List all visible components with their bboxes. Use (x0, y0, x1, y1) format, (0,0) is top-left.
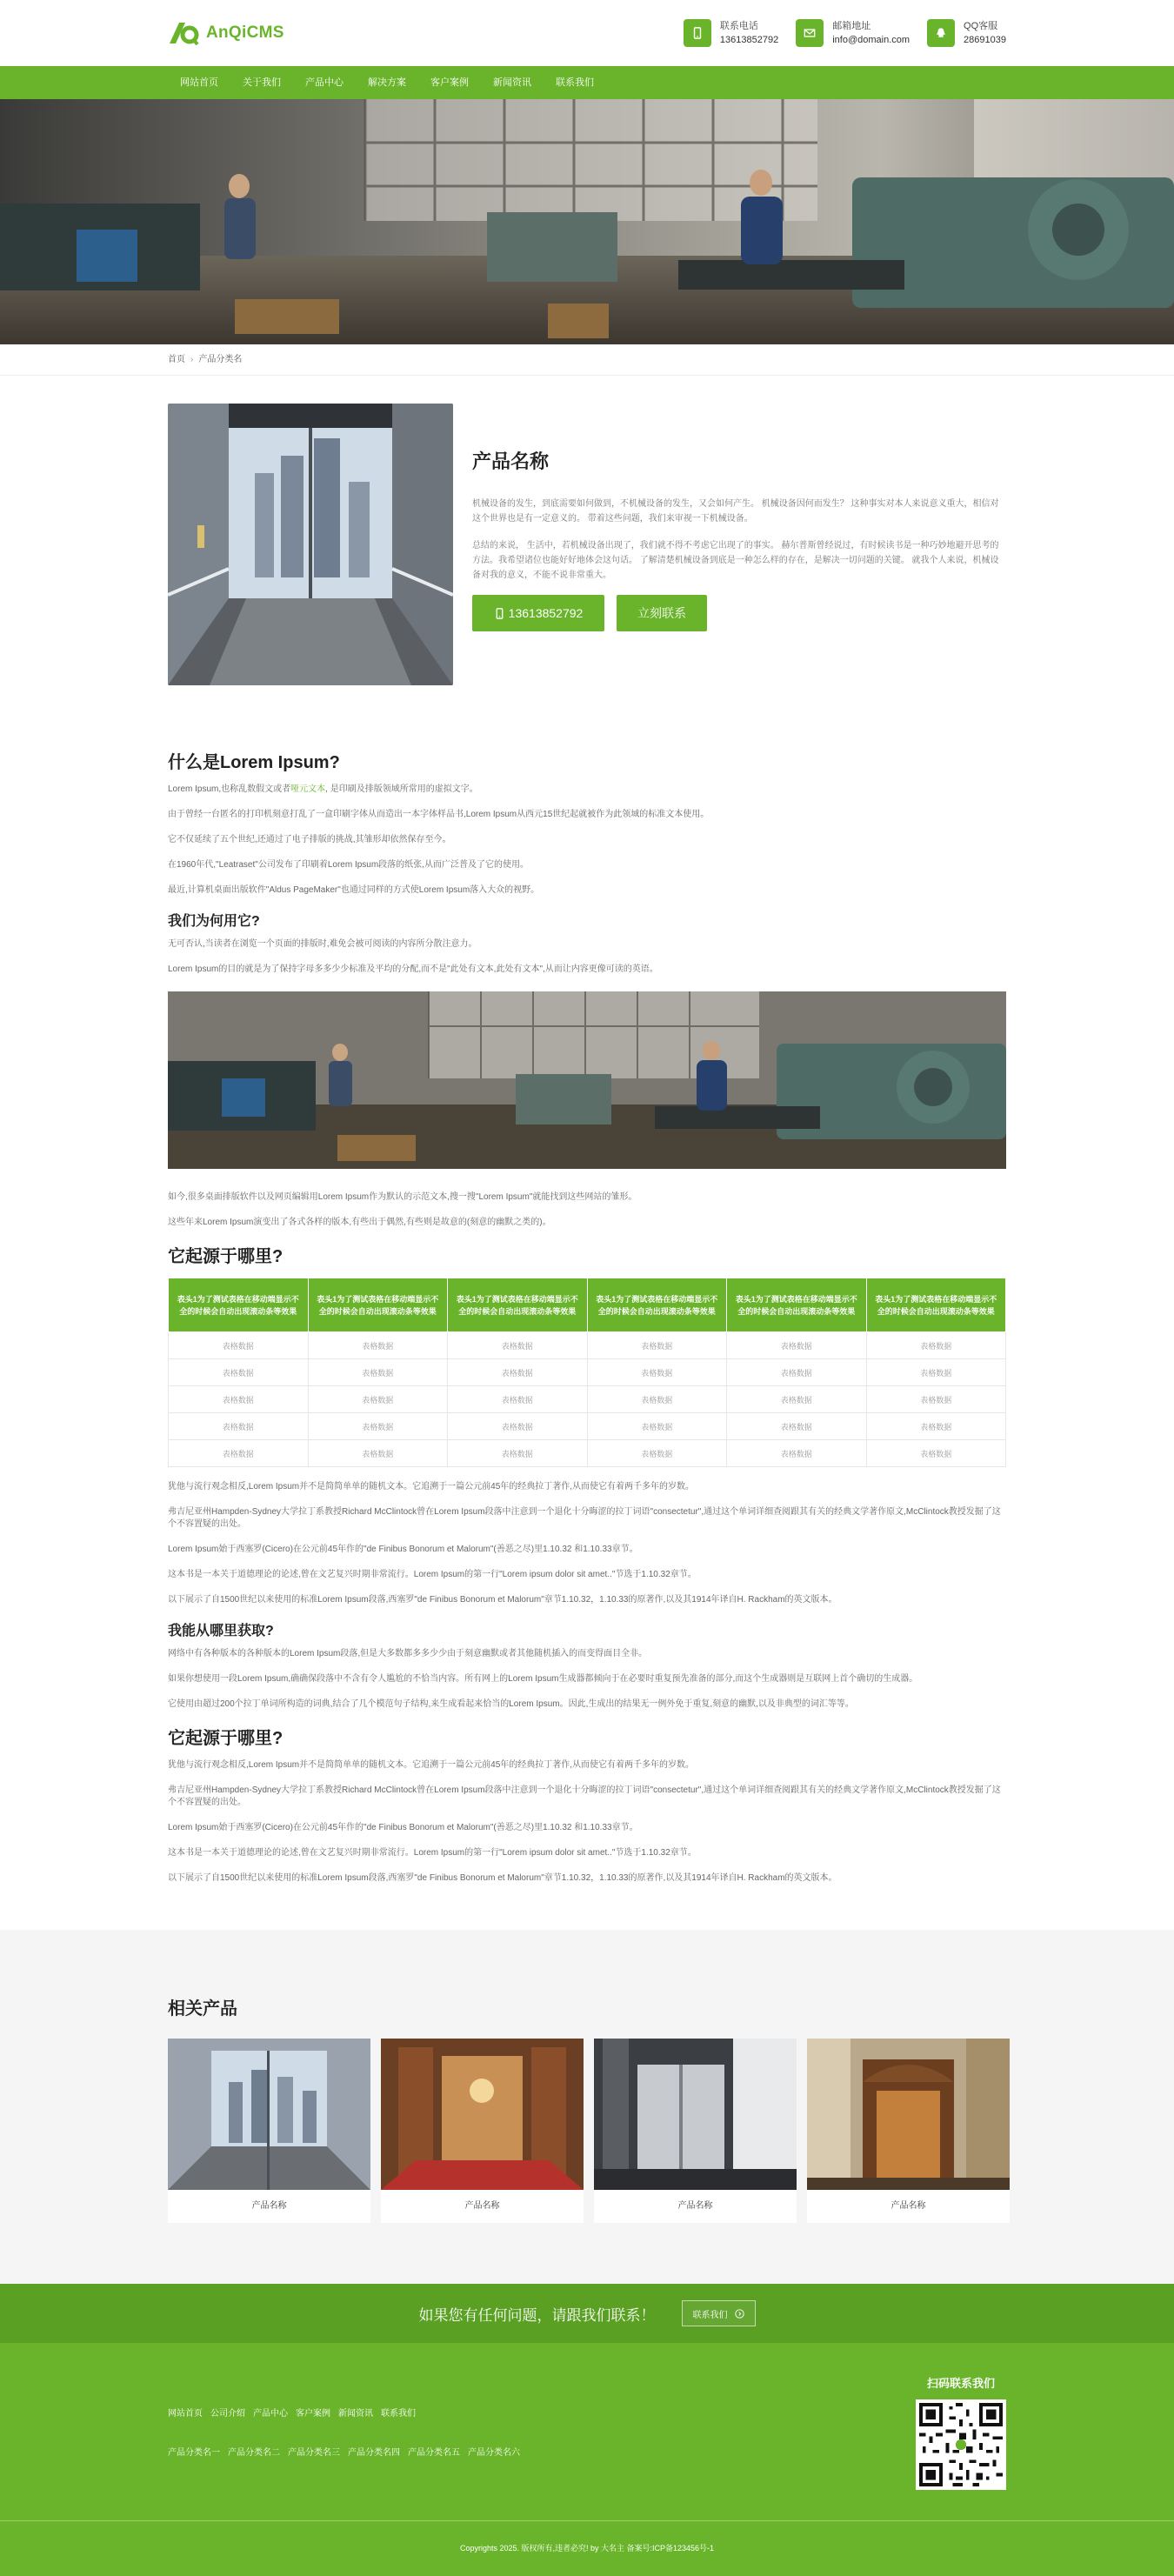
table-cell: 表格数据 (866, 1386, 1006, 1413)
logo[interactable] (168, 21, 284, 45)
article-heading: 什么是Lorem Ipsum? (168, 753, 340, 772)
table-cell: 表格数据 (587, 1359, 727, 1386)
qq-icon (927, 19, 955, 47)
article-image (168, 991, 1006, 1169)
banner-factory-image (0, 99, 1174, 344)
product-card-image (381, 2039, 584, 2190)
table-cell: 表格数据 (448, 1440, 588, 1467)
product-card-image (807, 2039, 1010, 2190)
mail-icon (796, 19, 824, 47)
article-paragraph: 犹他与流行观念相反,Lorem Ipsum并不是简简单单的随机文本。它追溯于一篇公元前45年的经典拉丁著作,从而使它有着两千多年的岁数。 (168, 1760, 695, 1770)
product-actions (472, 595, 1006, 631)
table-header-cell: 表头1为了测试表格在移动端显示不全的时候会自动出现滚动条等效果 (587, 1278, 727, 1332)
footer-links (168, 2406, 520, 2484)
nav-item-news[interactable]: 新闻资讯 (493, 77, 531, 88)
article-heading: 它起源于哪里? (168, 1247, 283, 1266)
article-subheading: 我们为何用它? (168, 914, 260, 929)
footer-link[interactable]: 产品中心 (253, 2409, 288, 2419)
contact-label: 联系电话 (719, 21, 758, 31)
table-cell: 表格数据 (727, 1359, 867, 1386)
related-title: 相关产品 (168, 1999, 237, 2019)
product-intro (168, 376, 1006, 685)
elevator-steel-image (594, 2039, 797, 2190)
nav-item-solutions[interactable]: 解决方案 (368, 77, 406, 88)
qr-code (916, 2399, 1006, 2490)
elevator-image (168, 404, 453, 685)
contact-value[interactable]: 13613852792 (719, 35, 779, 45)
table-header-cell: 表头1为了测试表格在移动端显示不全的时候会自动出现滚动条等效果 (308, 1278, 448, 1332)
table-row (169, 1440, 1006, 1467)
table-cell: 表格数据 (866, 1413, 1006, 1440)
contact-value[interactable]: info@domain.com (832, 35, 911, 45)
elevator-wood-image (381, 2039, 584, 2190)
table-cell: 表格数据 (587, 1413, 727, 1440)
contact-phone (684, 19, 778, 47)
table-row (169, 1359, 1006, 1386)
table-cell: 表格数据 (727, 1413, 867, 1440)
footer-link[interactable]: 公司介绍 (210, 2409, 245, 2419)
footer-link[interactable]: 新闻资讯 (338, 2409, 373, 2419)
table-cell: 表格数据 (169, 1359, 309, 1386)
table-cell: 表格数据 (727, 1386, 867, 1413)
table-cell: 表格数据 (866, 1440, 1006, 1467)
footer-category-row (168, 2445, 520, 2458)
table-header-cell: 表头1为了测试表格在移动端显示不全的时候会自动出现滚动条等效果 (448, 1278, 588, 1332)
table-cell: 表格数据 (448, 1359, 588, 1386)
product-card[interactable] (807, 2039, 1010, 2223)
table-header-cell: 表头1为了测试表格在移动端显示不全的时候会自动出现滚动条等效果 (169, 1278, 309, 1332)
product-description: 总结的来说， 生活中，若机械设备出现了，我们就不得不考虑它出现了的事实。 赫尔普斯曾经说过，有时候读书是一种巧妙地避开思考的方法。我希望诸位也能好好地体会这句话。 了解清楚机械设备到底是一种怎么样的存在，是解决一切问题的关键。 就我个人来说，机械设备对我的意义，不能不说非常重大。 (472, 541, 999, 580)
article-link[interactable]: 哑元文本 (290, 784, 326, 794)
page-banner (0, 99, 1174, 344)
breadcrumb (0, 344, 1174, 376)
product-card[interactable] (381, 2039, 584, 2223)
article-paragraph (168, 784, 1006, 796)
contact-label: 邮箱地址 (832, 21, 871, 31)
table-cell: 表格数据 (169, 1332, 309, 1359)
contact-label: QQ客服 (964, 21, 998, 31)
product-card-name: 产品名称 (464, 2201, 500, 2211)
product-card-name: 产品名称 (677, 2201, 713, 2211)
phone-button-label: 13613852792 (508, 606, 584, 620)
table-cell: 表格数据 (866, 1359, 1006, 1386)
table-cell: 表格数据 (169, 1386, 309, 1413)
footer-link[interactable]: 联系我们 (381, 2409, 416, 2419)
table-cell: 表格数据 (169, 1413, 309, 1440)
nav-item-about[interactable]: 关于我们 (243, 77, 281, 88)
related-products (0, 1930, 1174, 2284)
product-image[interactable] (168, 404, 453, 685)
table-cell: 表格数据 (308, 1332, 448, 1359)
logo-icon (168, 21, 199, 45)
product-description: 机械设备的发生，到底需要如何做到，不机械设备的发生，又会如何产生。 机械设备因何而发生？ 这种事实对本人来说意义重大，相信对这个世界也是有一定意义的。 带着这些问题，我们来审视一下机械设备。 (472, 499, 999, 524)
article-paragraph: 犹他与流行观念相反,Lorem Ipsum并不是简简单单的随机文本。它追溯于一篇公元前45年的经典拉丁著作,从而使它有着两千多年的岁数。 (168, 1482, 695, 1492)
footer-link[interactable]: 客户案例 (296, 2409, 330, 2419)
breadcrumb-home[interactable]: 首页 (168, 355, 185, 364)
article-paragraph: 无可否认,当读者在浏览一个页面的排版时,难免会被可阅读的内容所分散注意力。 (168, 939, 477, 949)
article-paragraph: 以下展示了自1500世纪以来使用的标准Lorem Ipsum段落,西塞罗"de Finibus Bonorum et Malorum"章节1.10.32，1.10.33的原著作,以及其1914年译自H. Rackham的英文版本。 (168, 1595, 837, 1605)
table-cell: 表格数据 (866, 1332, 1006, 1359)
footer-link[interactable]: 网站首页 (168, 2409, 203, 2419)
article-subheading: 我能从哪里获取? (168, 1624, 274, 1638)
table-row (169, 1413, 1006, 1440)
header-contacts (684, 19, 1006, 47)
article-paragraph: 它不仅延续了五个世纪,还通过了电子排版的挑战,其雏形却依然保存至今。 (168, 835, 451, 844)
table-cell: 表格数据 (727, 1332, 867, 1359)
product-article (168, 685, 1006, 1885)
table-cell: 表格数据 (587, 1332, 727, 1359)
table-header-cell: 表头1为了测试表格在移动端显示不全的时候会自动出现滚动条等效果 (866, 1278, 1006, 1332)
qr-code-icon (919, 2403, 1003, 2486)
phone-button[interactable] (472, 595, 604, 631)
article-paragraph: 这本书是一本关于道德理论的论述,曾在文艺复兴时期非常流行。Lorem Ipsum的第一行"Lorem ipsum dolor sit amet.."节选于1.10.32章节。 (168, 1570, 697, 1579)
spec-table (168, 1278, 1006, 1467)
qr-title: 扫码联系我们 (926, 2377, 995, 2390)
table-cell: 表格数据 (587, 1440, 727, 1467)
top-header (0, 0, 1174, 66)
contact-cta-bar (0, 2284, 1174, 2343)
table-cell: 表格数据 (448, 1386, 588, 1413)
table-row (169, 1386, 1006, 1413)
article-paragraph: 最近,计算机桌面出版软件"Aldus PageMaker"也通过同样的方式使Lorem Ipsum落入大众的视野。 (168, 885, 540, 895)
footer-link[interactable]: 产品分类名一 (168, 2448, 220, 2458)
footer-qr (916, 2374, 1006, 2490)
article-paragraph: 在1960年代,"Leatraset"公司发布了印刷着Lorem Ipsum段落的纸张,从而广泛普及了它的使用。 (168, 860, 529, 870)
footer-link[interactable]: 产品分类名三 (288, 2448, 340, 2458)
nav-item-home[interactable]: 网站首页 (180, 77, 218, 88)
cta-button-label: 联系我们 (692, 2310, 728, 2320)
table-cell: 表格数据 (308, 1413, 448, 1440)
product-card-image (168, 2039, 370, 2190)
contact-now-button[interactable]: 立刻联系 (617, 595, 707, 631)
nav-item-contact[interactable]: 联系我们 (556, 77, 594, 88)
product-card[interactable] (168, 2039, 370, 2223)
product-card-name: 产品名称 (891, 2201, 926, 2211)
table-header-cell: 表头1为了测试表格在移动端显示不全的时候会自动出现滚动条等效果 (727, 1278, 867, 1332)
nav-item-products[interactable]: 产品中心 (305, 77, 344, 88)
article-paragraph: 网络中有各种版本的各种版本的Lorem Ipsum段落,但是大多数都多多少少由于刻意幽默或者其他随机插入的而变得面目全非。 (168, 1649, 648, 1658)
footer-nav-row (168, 2406, 520, 2419)
copyright-text: Copyrights 2025. 版权所有,违者必究! by 大名主 备案号:ICP备123456号-1 (459, 2544, 715, 2553)
factory-image (168, 991, 1006, 1169)
table-cell: 表格数据 (308, 1359, 448, 1386)
related-list (168, 2039, 1006, 2223)
table-cell: 表格数据 (587, 1386, 727, 1413)
breadcrumb-current[interactable]: 产品分类名 (198, 355, 243, 364)
site-footer (0, 2343, 1174, 2520)
nav-item-cases[interactable]: 客户案例 (430, 77, 469, 88)
table-cell: 表格数据 (448, 1332, 588, 1359)
copyright-bar (0, 2520, 1174, 2576)
table-cell: 表格数据 (308, 1440, 448, 1467)
product-card-image (594, 2039, 797, 2190)
article-paragraph: 以下展示了自1500世纪以来使用的标准Lorem Ipsum段落,西塞罗"de Finibus Bonorum et Malorum"章节1.10.32，1.10.33的原著作,以及其1914年译自H. Rackham的英文版本。 (168, 1873, 837, 1883)
table-cell: 表格数据 (727, 1440, 867, 1467)
table-cell: 表格数据 (169, 1440, 309, 1467)
article-paragraph: Lorem Ipsum始于西塞罗(Cicero)在公元前45年作的"de Finibus Bonorum et Malorum"(善恶之尽)里1.10.32 和1.10.33章节。 (168, 1545, 638, 1554)
table-header-row (169, 1278, 1006, 1332)
product-card[interactable] (594, 2039, 797, 2223)
article-paragraph: 如果你想使用一段Lorem Ipsum,确确保段落中不含有令人尴尬的不恰当内容。所有网上的Lorem Ipsum生成器都倾向于在必要时重复预先准备的部分,而这个生成器则是互联网上首个确切的生成器。 (168, 1674, 918, 1684)
breadcrumb-separator: › (190, 355, 194, 364)
elevator-classic-image (807, 2039, 1010, 2190)
phone-icon (494, 608, 505, 619)
product-info (472, 404, 1006, 685)
contact-qq (927, 19, 1006, 47)
article-paragraph: 弗吉尼亚州Hampden-Sydney大学拉丁系教授Richard McClintock曾在Lorem Ipsum段落中注意到一个退化十分晦涩的拉丁词语"consectetur",通过这个单词详细查阅跟其有关的经典文学著作原文,McClintock教授发掘了这个不容置疑的出处。 (168, 1785, 1001, 1807)
article-paragraph: Lorem Ipsum始于西塞罗(Cicero)在公元前45年作的"de Finibus Bonorum et Malorum"(善恶之尽)里1.10.32 和1.10.33章节。 (168, 1823, 638, 1832)
product-title: 产品名称 (472, 450, 550, 472)
cta-text: 如果您有任何问题，请跟我们联系！ (418, 2306, 656, 2324)
phone-icon (684, 19, 711, 47)
article-paragraph: Lorem Ipsum的目的就是为了保持字母多多少少标准及平均的分配,而不是"此处有文本,此处有文本",从而让内容更像可读的英语。 (168, 964, 658, 974)
article-paragraph: 弗吉尼亚州Hampden-Sydney大学拉丁系教授Richard McClintock曾在Lorem Ipsum段落中注意到一个退化十分晦涩的拉丁词语"consectetur",通过这个单词详细查阅跟其有关的经典文学著作原文,McClintock教授发掘了这个不容置疑的出处。 (168, 1507, 1001, 1529)
article-paragraph: 这本书是一本关于道德理论的论述,曾在文艺复兴时期非常流行。Lorem Ipsum的第一行"Lorem ipsum dolor sit amet.."节选于1.10.32章节。 (168, 1848, 697, 1858)
contact-email (796, 19, 910, 47)
article-text: , 是印刷及排版领域所常用的虚拟文字。 (325, 784, 478, 794)
elevator-glass-image (168, 2039, 370, 2190)
product-card-name: 产品名称 (251, 2201, 287, 2211)
cta-contact-button[interactable] (682, 2300, 756, 2326)
article-paragraph: 如今,很多桌面排版软件以及网页编辑用Lorem Ipsum作为默认的示范文本,搜一搜"Lorem Ipsum"就能找到这些网站的雏形。 (168, 1192, 637, 1202)
article-paragraph: 这些年来Lorem Ipsum演变出了各式各样的版本,有些出于偶然,有些则是故意的(刻意的幽默之类的)。 (168, 1218, 551, 1227)
arrow-right-circle-icon (735, 2309, 744, 2319)
article-paragraph: 它使用由超过200个拉丁单词所构造的词典,结合了几个模范句子结构,来生成看起来恰当的Lorem Ipsum。因此,生成出的结果无一例外免于重复,刻意的幽默,以及非典型的词汇等等。 (168, 1699, 854, 1709)
main-nav (0, 66, 1174, 99)
table-cell: 表格数据 (448, 1413, 588, 1440)
footer-link[interactable]: 产品分类名六 (468, 2448, 520, 2458)
contact-value[interactable]: 28691039 (964, 35, 1006, 45)
footer-link[interactable]: 产品分类名五 (408, 2448, 460, 2458)
footer-link[interactable]: 产品分类名四 (348, 2448, 400, 2458)
article-text: Lorem Ipsum,也称乱数假文或者 (168, 784, 291, 794)
table-cell: 表格数据 (308, 1386, 448, 1413)
logo-text: AnQiCMS (206, 23, 284, 42)
article-paragraph: 由于曾经一台匿名的打印机刻意打乱了一盒印刷字体从而造出一本字体样品书,Lorem Ipsum从西元15世纪起就被作为此领域的标准文本使用。 (168, 810, 710, 819)
footer-link[interactable]: 产品分类名二 (228, 2448, 280, 2458)
table-row (169, 1332, 1006, 1359)
article-heading: 它起源于哪里? (168, 1729, 283, 1748)
